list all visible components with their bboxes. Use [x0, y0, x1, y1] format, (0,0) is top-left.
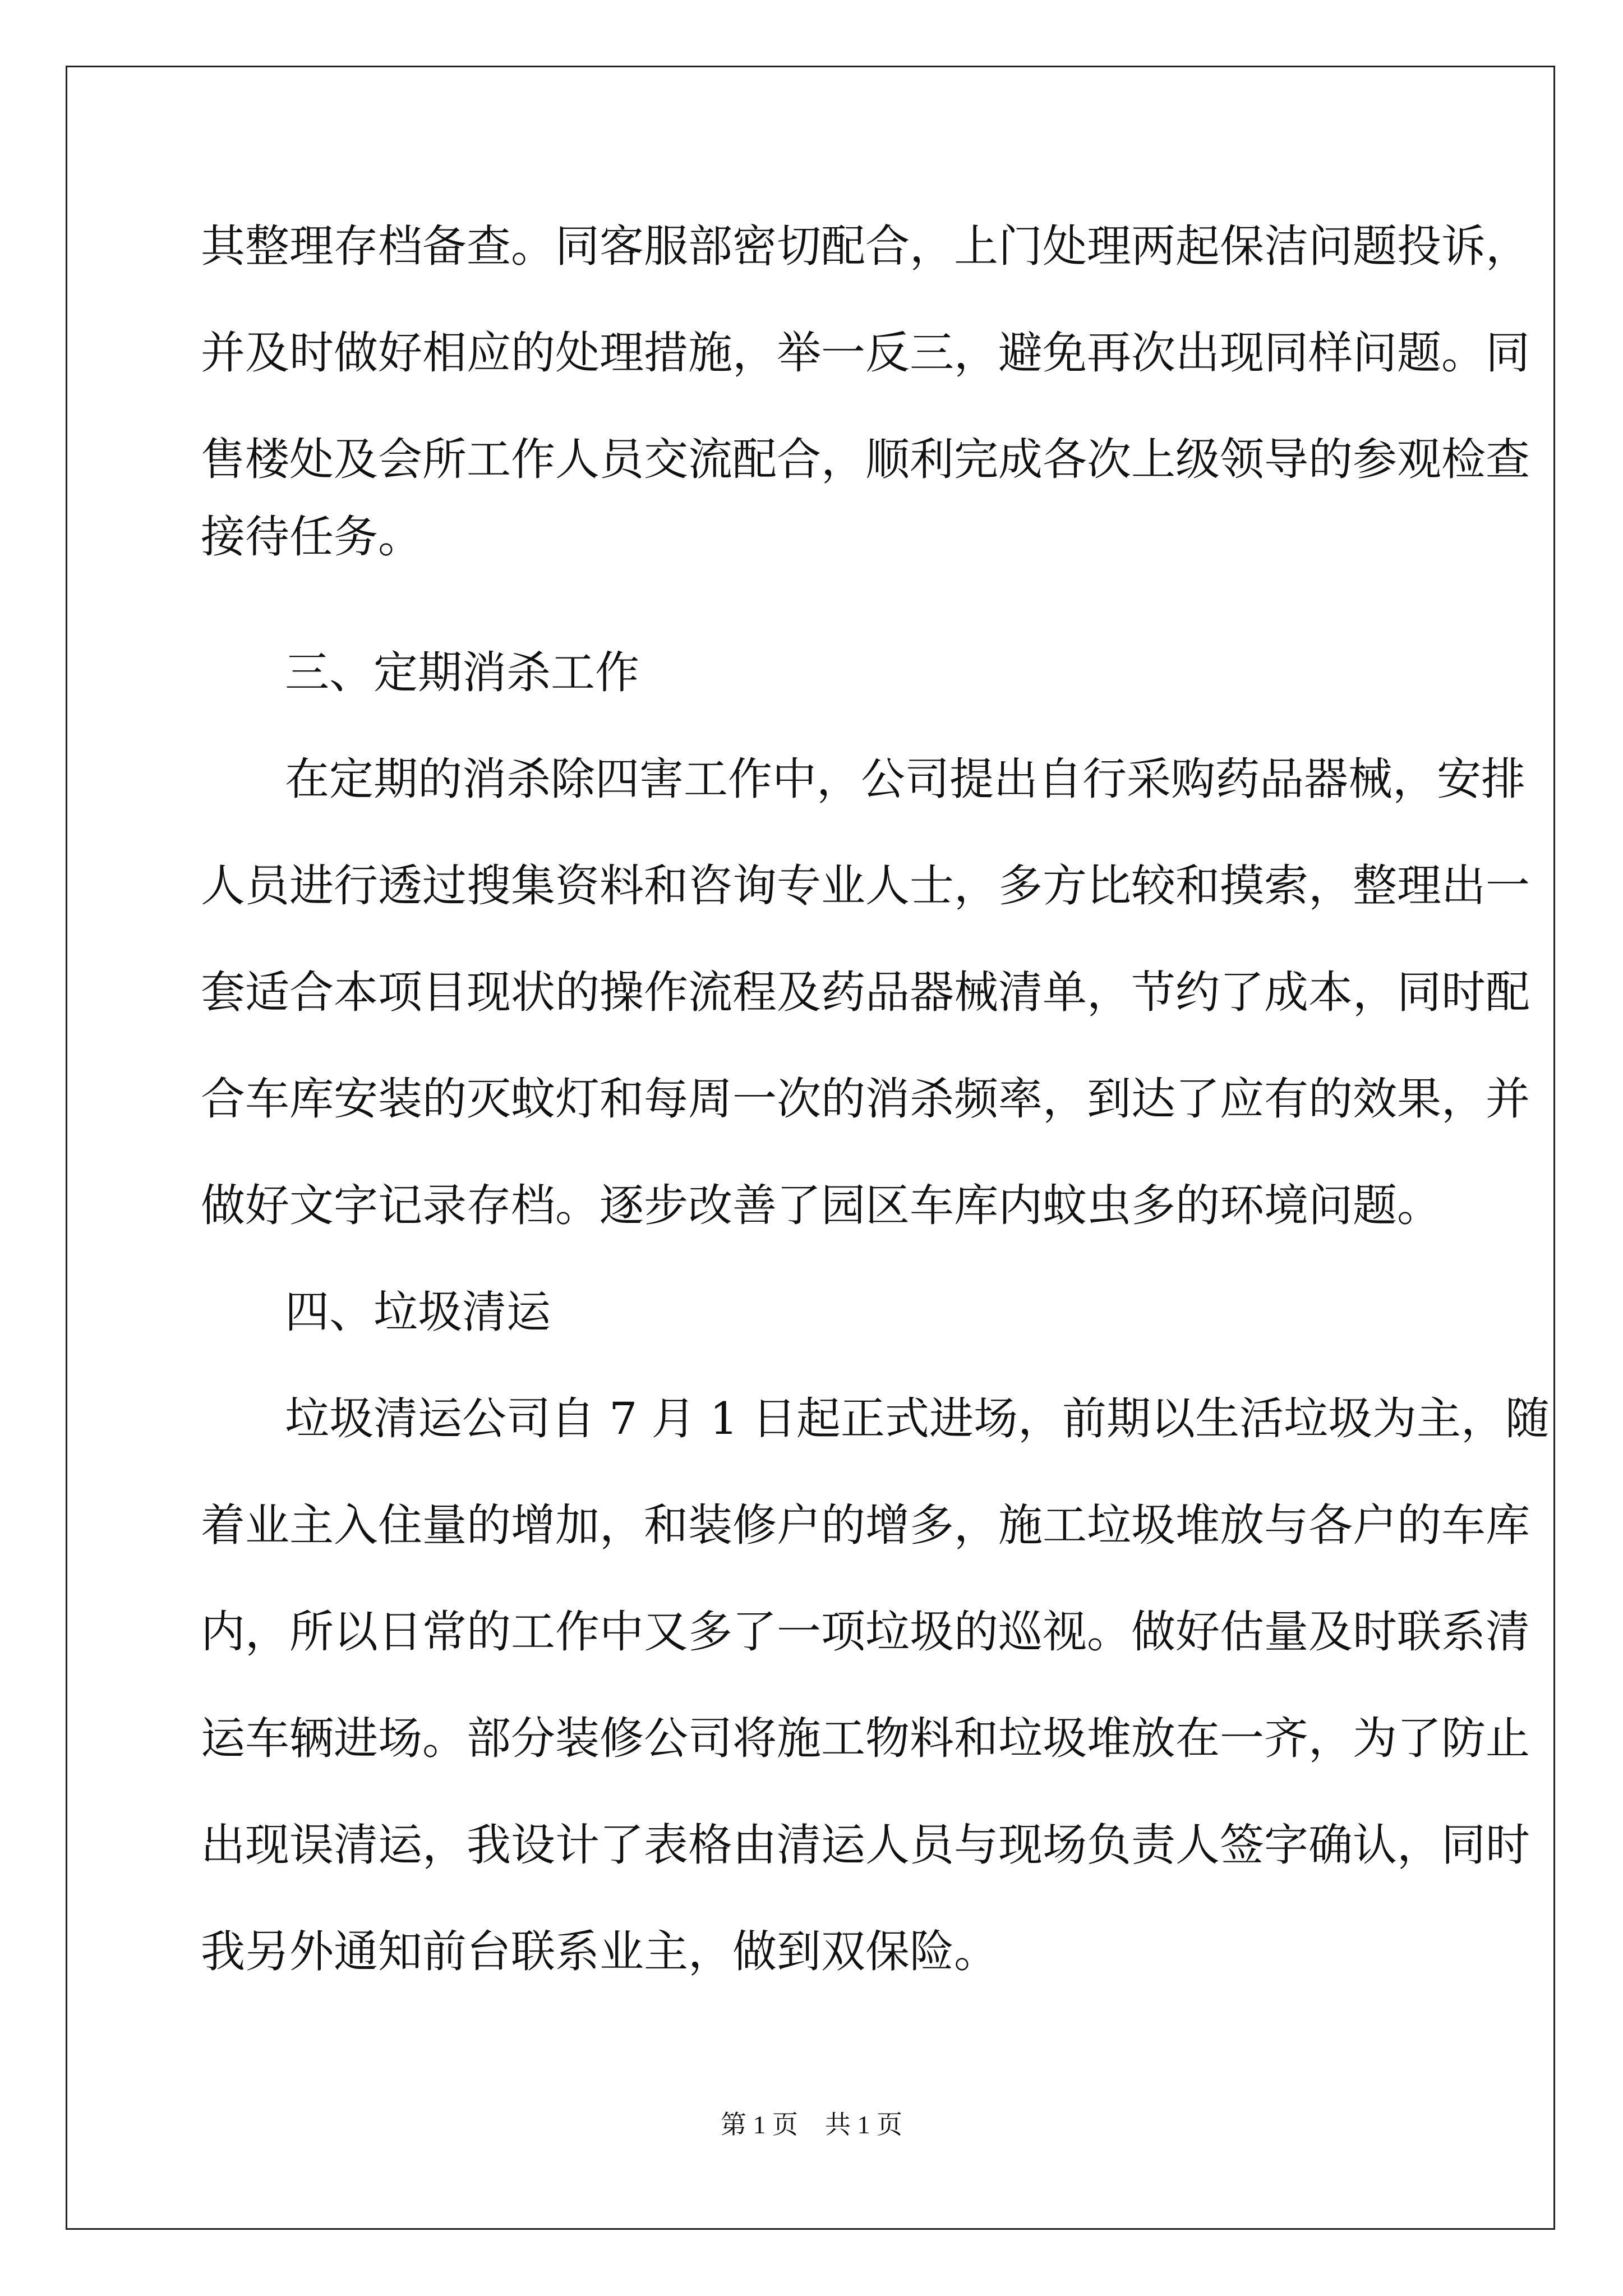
page-total: 共 1 页	[825, 2110, 902, 2139]
paragraph-line: 套适合本项目现状的操作流程及药品器械清单，节约了成本，同时配	[201, 967, 1530, 1018]
paragraph-line: 垃圾清运公司自 7 月 1 日起正式进场，前期以生活垃圾为主，随	[285, 1393, 1550, 1444]
paragraph-line: 出现误清运，我设计了表格由清运人员与现场负责人签字确认，同时	[201, 1819, 1530, 1871]
paragraph-line: 接待任务。	[201, 511, 422, 563]
paragraph-line: 其整理存档备查。同客服部密切配合，上门处理两起保洁问题投诉，	[201, 220, 1530, 272]
paragraph-line: 人员进行透过搜集资料和咨询专业人士，多方比较和摸索，整理出一	[201, 860, 1530, 912]
paragraph-line: 合车库安装的灭蚊灯和每周一次的消杀频率，到达了应有的效果，并	[201, 1073, 1530, 1125]
page-footer	[0, 2108, 1623, 2142]
page-border	[66, 66, 1555, 2230]
section-heading: 三、定期消杀工作	[285, 647, 639, 698]
paragraph-line: 我另外通知前台联系业主，做到双保险。	[201, 1926, 998, 1977]
paragraph-line: 在定期的消杀除四害工作中，公司提出自行采购药品器械，安排	[285, 753, 1525, 805]
paragraph-line: 做好文字记录存档。逐步改善了园区车库内蚊虫多的环境问题。	[201, 1180, 1441, 1231]
paragraph-line: 运车辆进场。部分装修公司将施工物料和垃圾堆放在一齐，为了防止	[201, 1713, 1530, 1764]
paragraph-line: 并及时做好相应的处理措施，举一反三，避免再次出现同样问题。同	[201, 327, 1530, 379]
paragraph-line: 内，所以日常的工作中又多了一项垃圾的巡视。做好估量及时联系清	[201, 1606, 1530, 1658]
paragraph-line: 着业主入住量的增加，和装修户的增多，施工垃圾堆放与各户的车库	[201, 1499, 1530, 1551]
paragraph-line: 售楼处及会所工作人员交流配合，顺利完成各次上级领导的参观检查	[201, 434, 1530, 485]
page-number: 第 1 页	[721, 2110, 798, 2139]
section-heading: 四、垃圾清运	[285, 1286, 551, 1338]
